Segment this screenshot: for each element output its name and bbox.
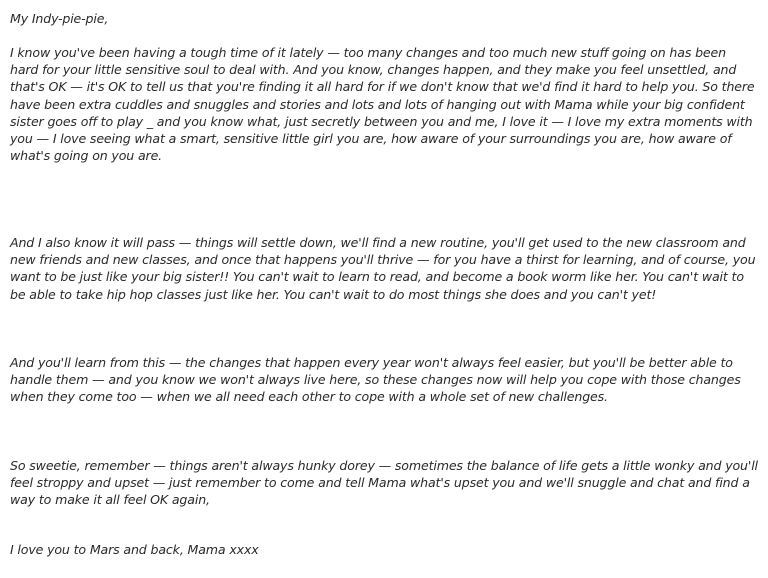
letter-signoff: I love you to Mars and back, Mama xxxx	[10, 542, 259, 557]
letter-paragraph-3: And you'll learn from this — the changes that happen every year won't always feel easier, but you'll be better able to handle them — and you know we won't always live here, so these changes now will help you cope with those changes when they come too — when we all need each other to cope with a whole set of new challenges.	[10, 355, 745, 405]
letter-paragraph-2: And I also know it will pass — things will settle down, we'll find a new routine, you'll get used to the new classroom and new friends and new classes, and once that happens you'll thrive — for you have a thirst for learning, and of course, you want to be just like your big sister!! You can't wait to learn to read, and become a book worm like her. You can't wait to be able to take hip hop classes just like her. You can't wait to do most things she does and you can't yet!	[10, 235, 760, 302]
letter-paragraph-1: I know you've been having a tough time of it lately — too many changes and too much new stuff going on has been hard for your little sensitive soul to deal with. And you know, changes happen, and they make you feel unsettled, and that's OK — it's OK to tell us that you're finding it all hard for if we don't know that we'd find it hard to help you. So there have been extra cuddles and snuggles and stories and lots and lots of hanging out with Mama while your big confident sister goes off to play _ and you know what, just secretly between you and me, I love it — I love my extra moments with you — I love seeing what a smart, sensitive little girl you are, how aware of your surroundings you are, how aware of what's going on you are.	[10, 45, 759, 164]
letter-greeting: My Indy-pie-pie,	[10, 11, 109, 26]
letter-document	[10, 10, 760, 572]
letter-paragraph-4: So sweetie, remember — things aren't always hunky dorey — sometimes the balance of life gets a little wonky and you'll feel stroppy and upset — just remember to come and tell Mama what's upset you and we'll snuggle and chat and find a way to make it all feel OK again,	[10, 458, 762, 508]
